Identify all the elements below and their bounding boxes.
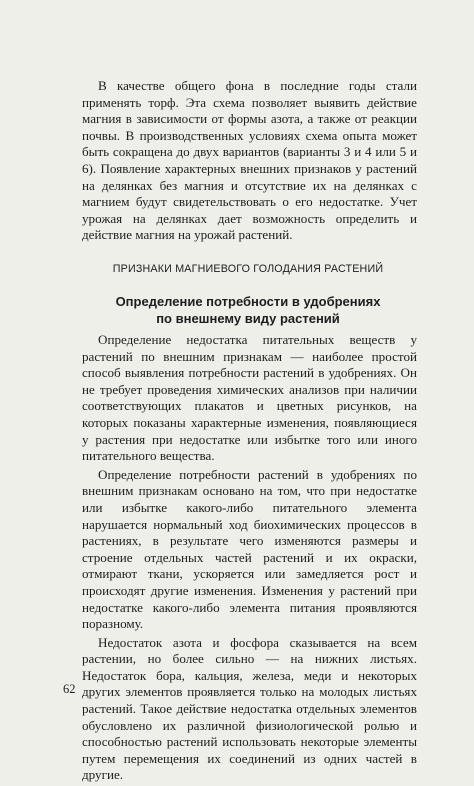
section-heading: ПРИЗНАКИ МАГНИЕВОГО ГОЛОДАНИЯ РАСТЕНИЙ <box>112 263 384 275</box>
subsection-heading-line2: по внешнему виду растений <box>156 310 340 326</box>
page-number: 62 <box>63 682 76 696</box>
paragraph-body-1: Определение недостатка питательных веществ у растений по внешним признакам — наиболее простой способ выявления потребности растений в удобрениях. Он не требует проведения химических анализов при наличии соответствующих плакатов и цветных рисунков, на которых показаны характерные изменения, появляющиеся у растения при недостатке или избытке того или иного питательного вещества. <box>82 332 417 464</box>
subsection-heading-line1: Определение потребности в удобрениях <box>115 294 381 309</box>
subsection-heading <box>78 294 418 327</box>
body-text <box>82 332 417 786</box>
paragraph-intro: В качестве общего фона в последние годы стали применять торф. Эта схема позволяет выявить действие магния в зависимости от формы азота, а также от реакции почвы. В производственных условиях схема опыта может быть сокращена до двух вариантов (варианты 3 и 4 или 5 и 6). Появление характерных внешних признаков у растений на делянках без магния и отсутствие их на делянках с магнием будут свидетельствовать о его недостатке. Учет урожая на делянках дает возможность определить и действие магния на урожай растений. <box>82 78 417 243</box>
paragraph-body-3: Недостаток азота и фосфора сказывается на всем растении, но более сильно — на нижних листьях. Недостаток бора, кальция, железа, меди и некоторых других элементов проявляется только на молодых листьях растений. Такое действие недостатка отдельных элементов обусловлено их различной физиологической ролью и способностью растений использовать некоторые элементы путем перемещения их соединений из одних частей в другие. <box>82 634 417 783</box>
paragraph-body-2: Определение потребности растений в удобрениях по внешним признакам основано на том, что при недостатке или избытке какого-либо питательного элемента нарушается нормальный ход биохимических процессов в растениях, в результате чего изменяются размеры и строение отдельных частей растений и их окраски, отмирают ткани, ускоряется или замедляется рост и происходят другие изменения. Изменения у растений при недостатке какого-либо элемента питания проявляются поразному. <box>82 466 417 632</box>
